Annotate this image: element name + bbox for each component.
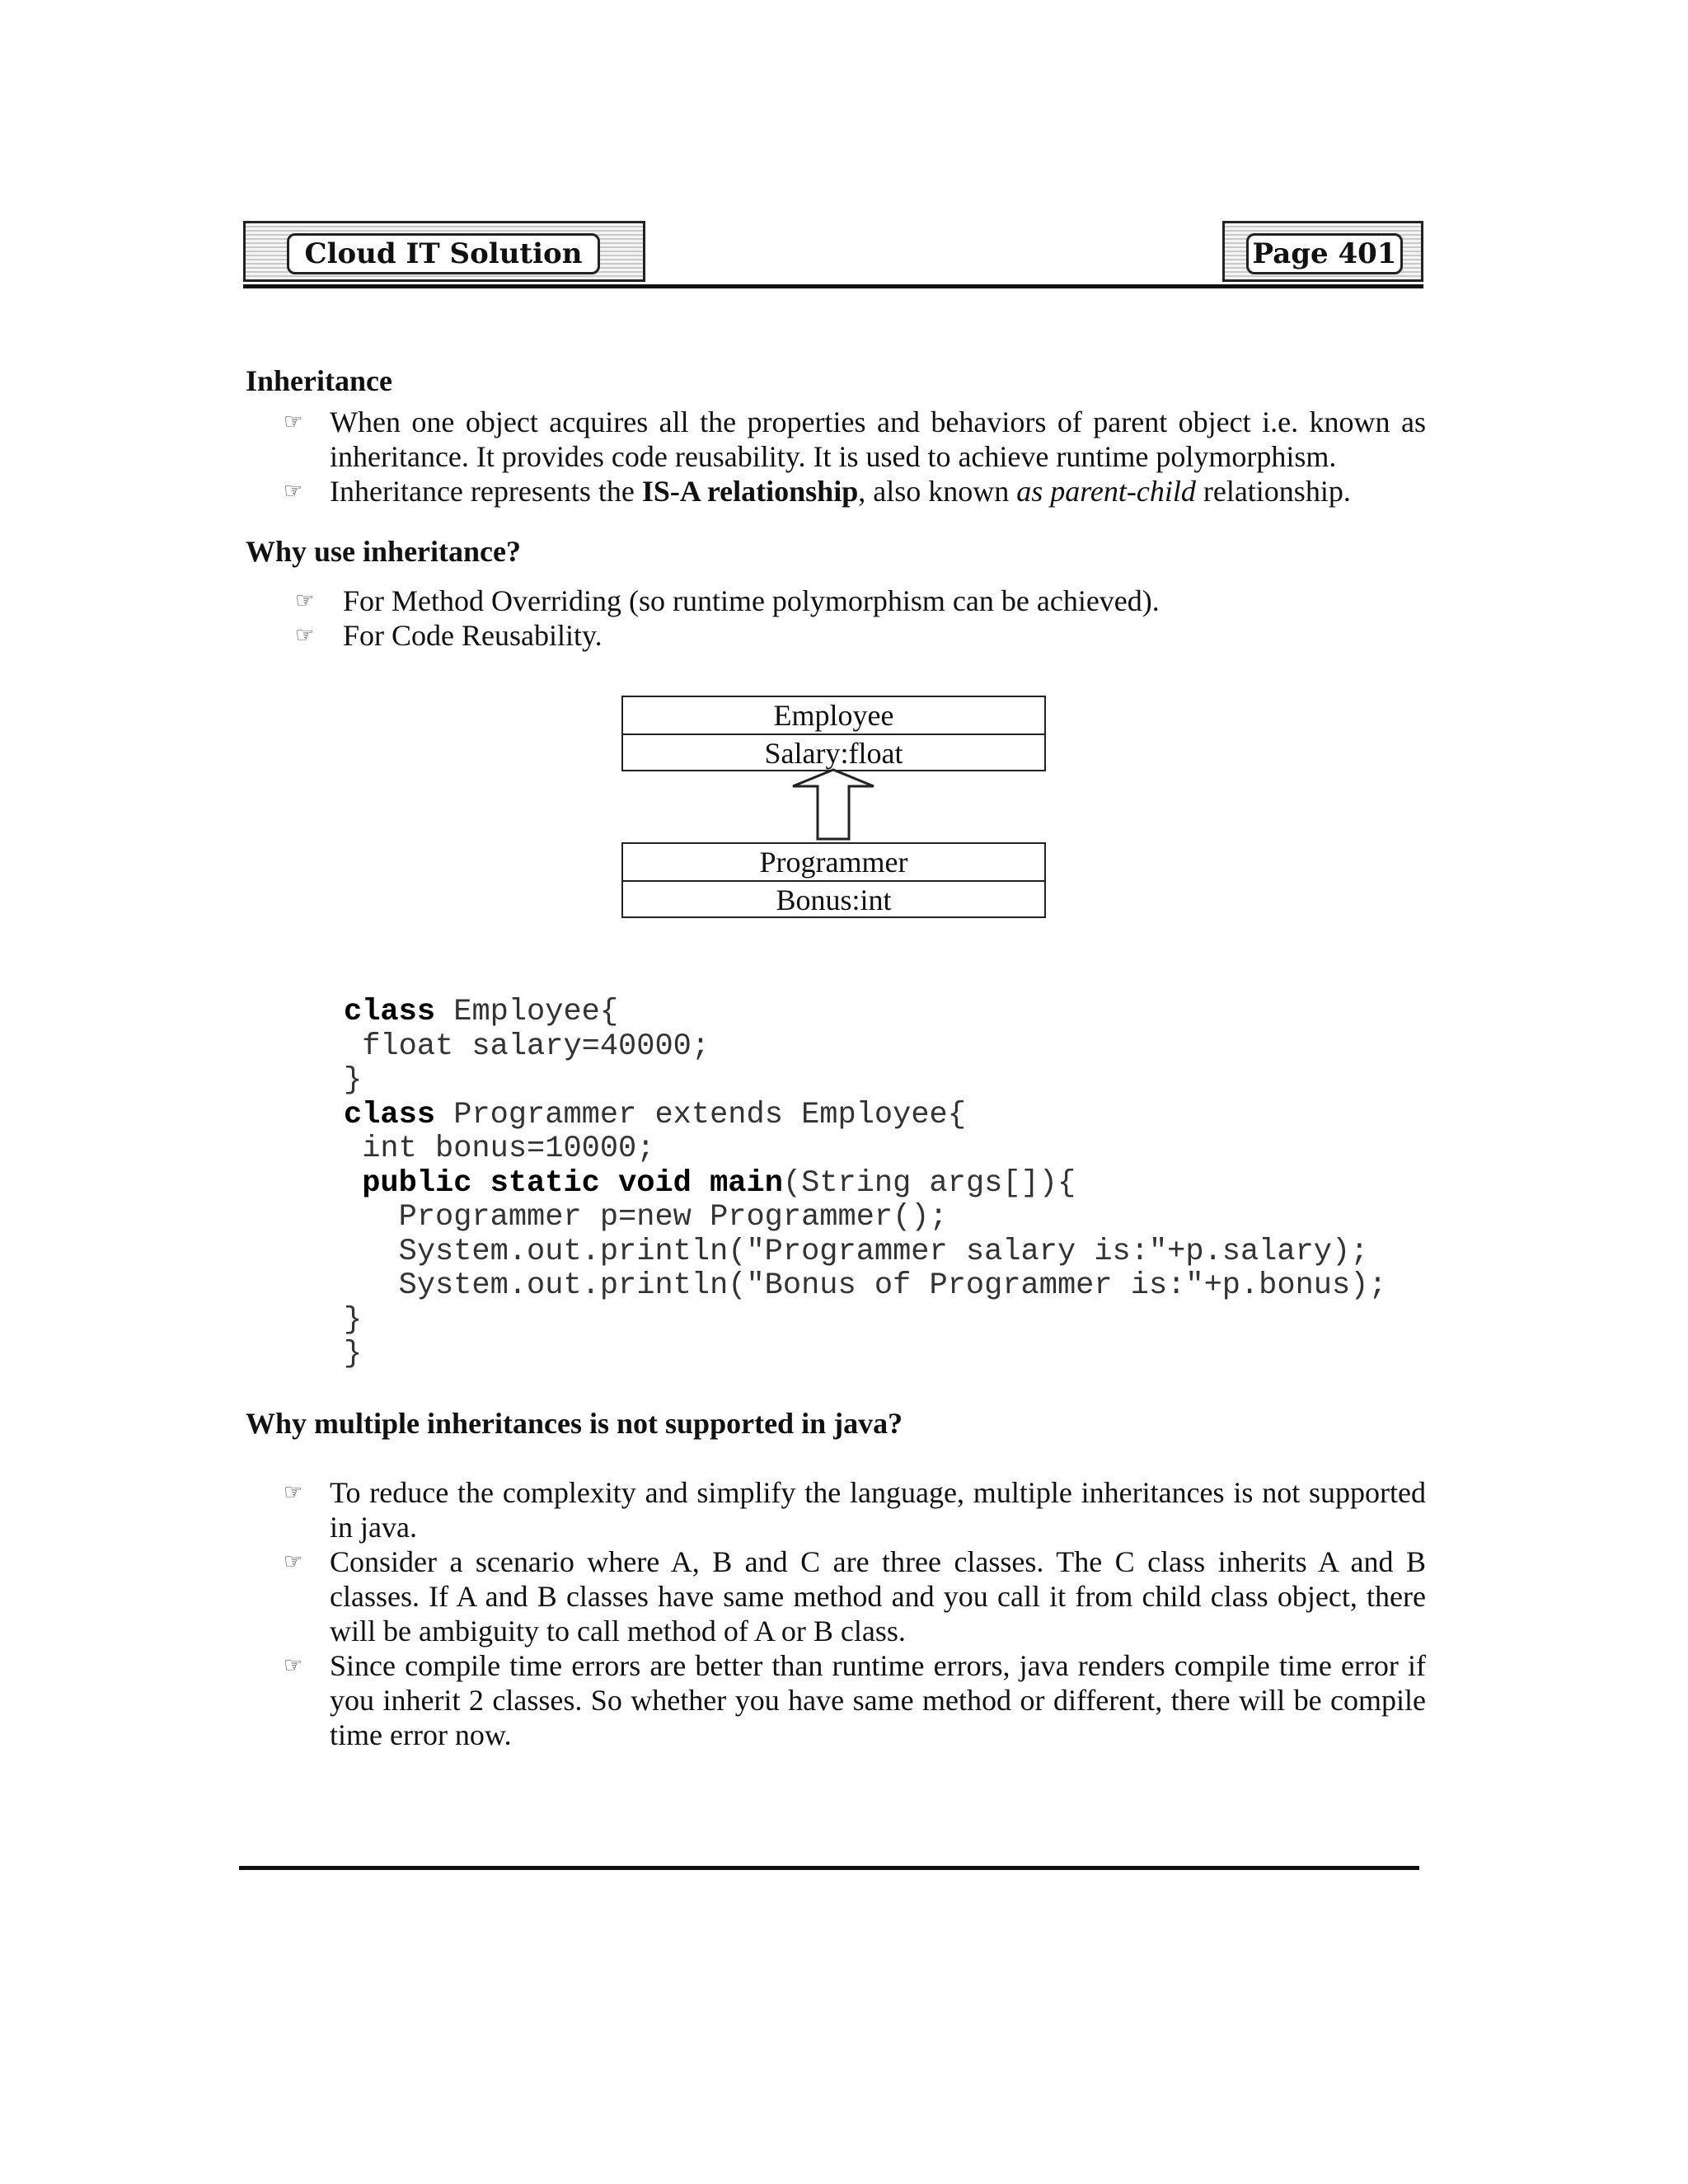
list-item: ☞ For Code Reusability. — [295, 619, 603, 652]
is-a-relationship-term: IS-A relationship — [641, 475, 859, 508]
code-line: class Employee{ — [344, 995, 619, 1029]
list-item: ☞ For Method Overriding (so runtime polymorphism can be achieved). — [295, 584, 1160, 617]
code-line: } — [344, 1302, 363, 1338]
code-line: Programmer p=new Programmer(); — [344, 1200, 948, 1235]
multiple-bullets — [284, 1475, 1426, 1752]
code-line: public static void main(String args[]){ — [362, 1165, 1076, 1201]
footer-rule — [239, 1866, 1419, 1870]
employee-salary-field: Salary:float — [623, 733, 1044, 770]
list-item: ☞ Inheritance represents the IS-A relationship, also known as parent-child relationship. — [284, 475, 1351, 508]
pointing-hand-icon: ☞ — [284, 1480, 303, 1504]
list-item: ☞ Consider a scenario where A, B and C are three classes. The C class inherits A and B classes. If A and B classes have same method and you call it from child class object, there will be ambiguity to call method of A or B class. — [284, 1545, 1426, 1647]
code-block — [344, 996, 1387, 1372]
heading-why-multiple-inheritance: Why multiple inheritances is not supported in java? — [246, 1407, 903, 1440]
header-left-frame — [243, 221, 645, 282]
programmer-class-box — [621, 842, 1046, 918]
pointing-hand-icon: ☞ — [284, 1549, 303, 1573]
code-line: class Programmer extends Employee{ — [344, 1097, 966, 1132]
code-line: } — [344, 1063, 363, 1098]
header-title: Cloud IT Solution — [287, 233, 600, 274]
code-line: System.out.println("Bonus of Programmer is:"+p.bonus); — [344, 1268, 1387, 1303]
pointing-hand-icon: ☞ — [295, 588, 315, 612]
page-number: Page 401 — [1246, 233, 1403, 274]
pointing-hand-icon: ☞ — [284, 410, 303, 434]
code-line: System.out.println("Programmer salary is:"+p.salary); — [344, 1234, 1369, 1269]
employee-class-name: Employee — [773, 699, 894, 732]
header-rule — [243, 284, 1423, 288]
header-right-frame — [1222, 221, 1423, 282]
list-item: ☞ When one object acquires all the properties and behaviors of parent object i.e. known as inheritance. It provides code reusability. It is used to achieve runtime polymorphism. — [284, 405, 1426, 473]
code-line: } — [344, 1337, 363, 1371]
code-line: int bonus=10000; — [344, 1132, 655, 1166]
inheritance-arrow-icon — [788, 768, 879, 841]
programmer-bonus-field: Bonus:int — [623, 880, 1044, 916]
heading-inheritance: Inheritance — [246, 364, 392, 397]
programmer-class-name: Programmer — [759, 846, 908, 879]
why-bullets — [295, 583, 1414, 653]
heading-why-use-inheritance: Why use inheritance? — [246, 535, 522, 568]
employee-class-box — [621, 696, 1046, 771]
parent-child-term: as parent-child — [1016, 475, 1196, 508]
code-line: float salary=40000; — [344, 1029, 710, 1064]
list-item: ☞ To reduce the complexity and simplify the language, multiple inheritances is not supported in java. — [284, 1476, 1426, 1544]
inheritance-bullets — [284, 405, 1426, 509]
pointing-hand-icon: ☞ — [295, 623, 315, 647]
list-item: ☞ Since compile time errors are better than runtime errors, java renders compile time error if you inherit 2 classes. So whether you have same method or different, there will be compile time error now. — [284, 1649, 1426, 1751]
pointing-hand-icon: ☞ — [284, 1653, 303, 1677]
pointing-hand-icon: ☞ — [284, 479, 303, 503]
